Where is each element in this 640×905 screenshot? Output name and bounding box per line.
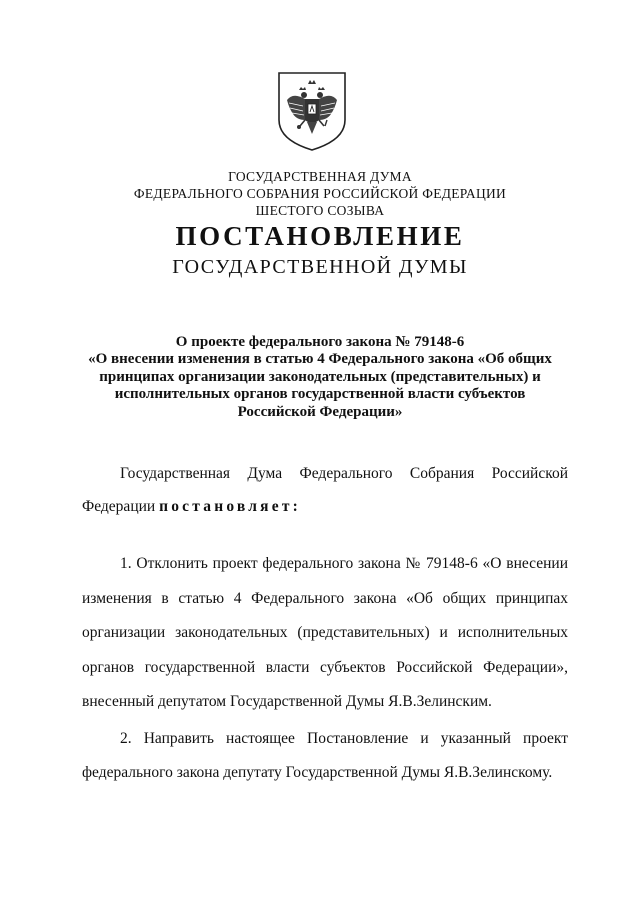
- clause1-line: внесенный депутатом Государственной Думы Я.В.Зелинским.: [82, 693, 492, 710]
- preamble-line: Государственная Дума Федерального Собрания Российской: [120, 465, 568, 482]
- subject-line: О проекте федерального закона № 79148-6: [175, 334, 465, 350]
- preamble-prefix: Федерации: [82, 498, 156, 515]
- org-name-line1: ГОСУДАРСТВЕННАЯ ДУМА: [228, 169, 412, 184]
- document-subtitle: ГОСУДАРСТВЕННОЙ ДУМЫ: [172, 256, 468, 278]
- convocation-line: ШЕСТОГО СОЗЫВА: [255, 203, 385, 218]
- subject-line: Российской Федерации»: [237, 403, 403, 420]
- clause1-line: организации законодательных (представительных) и исполнительных: [82, 624, 568, 641]
- org-name-line2: ФЕДЕРАЛЬНОГО СОБРАНИЯ РОССИЙСКОЙ ФЕДЕРАЦИИ: [133, 186, 507, 201]
- clause1-line: 1. Отклонить проект федерального закона № 79148-6 «О внесении: [120, 555, 568, 572]
- subject-line: исполнительных органов государственной власти субъектов: [114, 386, 526, 403]
- preamble-verb: постановляет:: [159, 498, 301, 515]
- subject-block: [80, 334, 560, 421]
- preamble-line: [82, 497, 301, 517]
- clause1-line: изменения в статью 4 Федерального закона «Об общих принципах: [82, 590, 568, 607]
- clause2-line: 2. Направить настоящее Постановление и указанный проект: [120, 730, 568, 747]
- subject-line: «О внесении изменения в статью 4 Федерального закона «Об общих: [88, 351, 552, 368]
- subject-line: принципах организации законодательных (представительных) и: [99, 368, 541, 385]
- clause1-line: органов государственной власти субъектов Российской Федерации»,: [82, 659, 568, 676]
- clause2-line: федерального закона депутату Государственной Думы Я.В.Зелинскому.: [82, 764, 553, 781]
- document-title: ПОСТАНОВЛЕНИЕ: [175, 221, 465, 251]
- state-emblem-icon: [275, 70, 349, 152]
